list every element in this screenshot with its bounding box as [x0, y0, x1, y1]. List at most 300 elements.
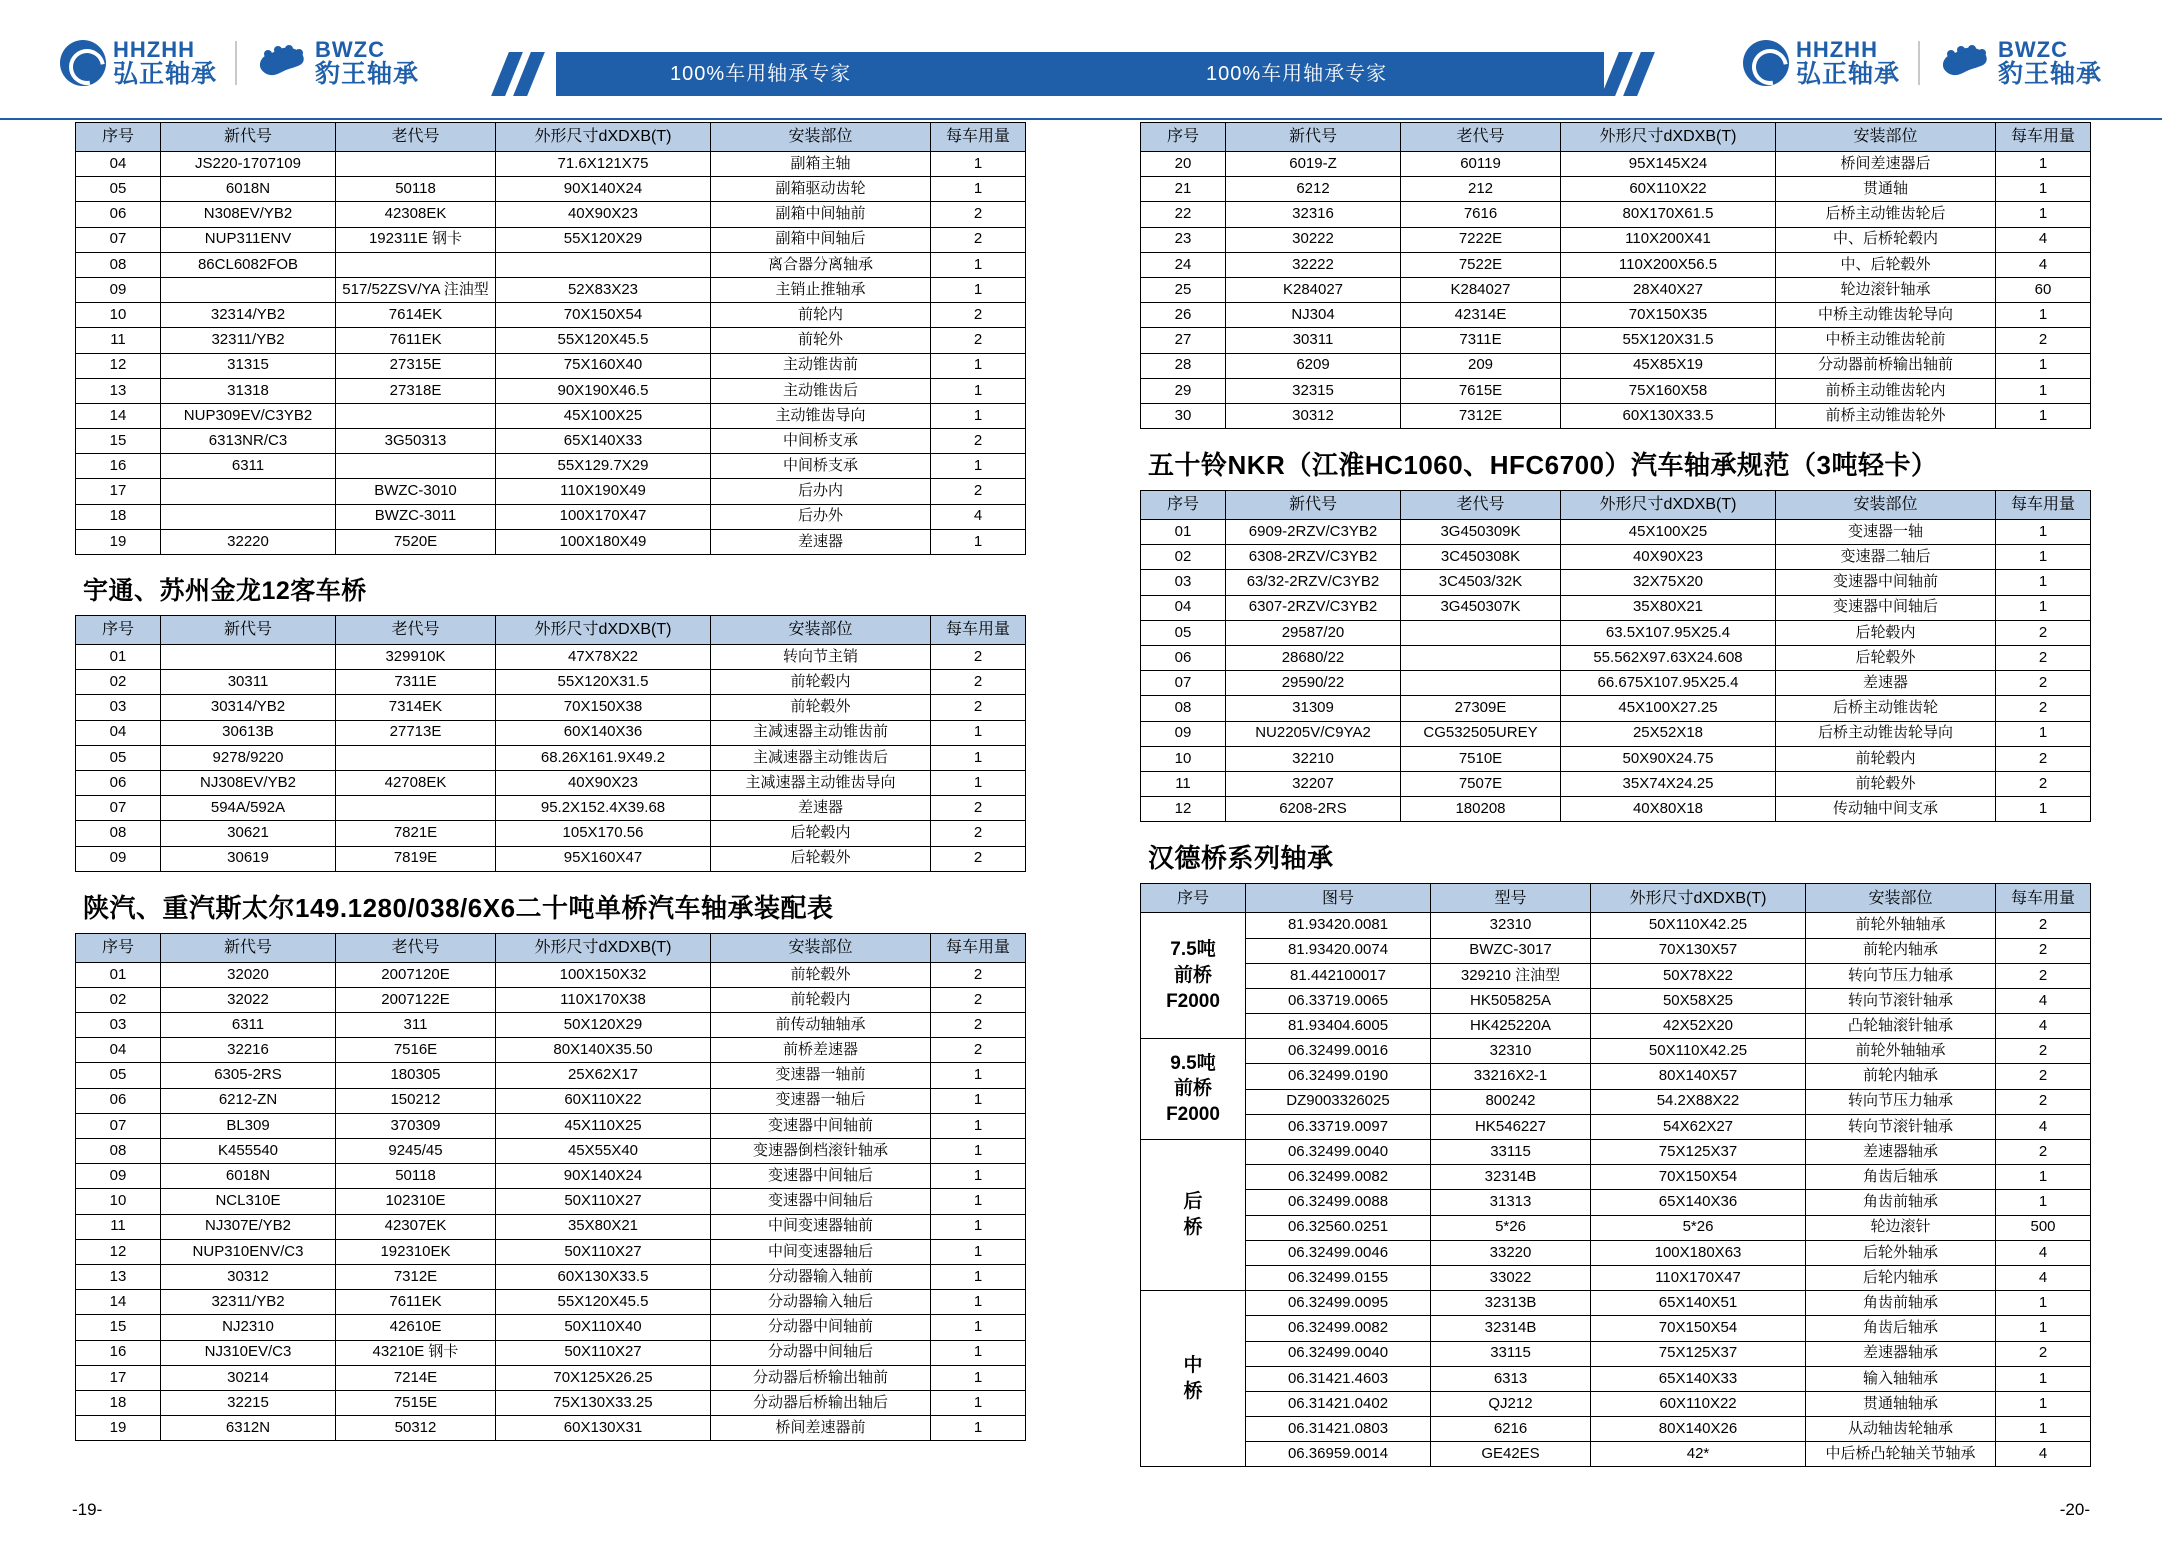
logo-text-right [1796, 38, 1900, 87]
logo-en-right: HHZHH [1795, 37, 1878, 62]
cell-1: 6209 [1226, 353, 1401, 378]
cell-5: 1 [931, 1214, 1026, 1239]
table-row [1141, 797, 2091, 822]
cell-1: 32311/YB2 [161, 328, 336, 353]
cell-2: 3C450308K [1401, 545, 1561, 570]
logo-en-left: HHZHH [113, 37, 195, 62]
cell-3: 50X58X25 [1591, 988, 1806, 1013]
cell-2: 2007120E [336, 962, 496, 987]
cell-5: 2 [1996, 746, 2091, 771]
cell-3: 70X150X54 [496, 303, 711, 328]
cell-2 [1401, 671, 1561, 696]
cell-2: HK425220A [1431, 1014, 1591, 1039]
table-row [1141, 1165, 2091, 1190]
cell-2: 329210 注油型 [1431, 963, 1591, 988]
cell-2: 370309 [336, 1113, 496, 1138]
table-row [1141, 202, 2091, 227]
cell-5: 1 [931, 1088, 1026, 1113]
cell-3: 60X110X22 [1561, 177, 1776, 202]
logo-cn-left: 弘正轴承 [113, 60, 218, 89]
cell-1: NJ304 [1226, 303, 1401, 328]
table-hande [1140, 883, 2091, 1467]
cell-1: NJ2310 [161, 1315, 336, 1340]
cell-2: 7314EK [336, 695, 496, 720]
cell-5: 4 [1996, 1265, 2091, 1290]
cell-1: 6208-2RS [1226, 797, 1401, 822]
logo-bwzc-right [1938, 38, 2102, 87]
cell-1: 6018N [161, 177, 336, 202]
cell-5: 2 [1996, 938, 2091, 963]
cell-3: 54X62X27 [1591, 1114, 1806, 1139]
cell-1: K455540 [161, 1139, 336, 1164]
cell-1: NJ307E/YB2 [161, 1214, 336, 1239]
table-row [1141, 277, 2091, 302]
cell-4: 前轮内轴承 [1806, 938, 1996, 963]
cell-2: QJ212 [1431, 1391, 1591, 1416]
cell-3: 60X130X33.5 [1561, 403, 1776, 428]
cell-5: 1 [931, 378, 1026, 403]
col-header-4: 安装部位 [1776, 123, 1996, 152]
col-header-3: 外形尺寸dXDXB(T) [496, 616, 711, 645]
cell-0: 12 [1141, 797, 1226, 822]
cell-1: 594A/592A [161, 796, 336, 821]
cell-4: 输入轴轴承 [1806, 1366, 1996, 1391]
cell-2: 7522E [1401, 252, 1561, 277]
cell-5: 1 [931, 454, 1026, 479]
cell-0: 12 [76, 1239, 161, 1264]
cell-2: 7222E [1401, 227, 1561, 252]
table-body [76, 645, 1026, 872]
cell-4: 后轮毂内 [711, 821, 931, 846]
cell-3: 32X75X20 [1561, 570, 1776, 595]
col-header-4: 安装部位 [711, 616, 931, 645]
cell-5: 1 [931, 1164, 1026, 1189]
cell-1: BL309 [161, 1113, 336, 1138]
cell-0: 17 [76, 479, 161, 504]
cell-2: 7616 [1401, 202, 1561, 227]
cell-2: 192310EK [336, 1239, 496, 1264]
table-row [76, 529, 1026, 554]
table-row [76, 962, 1026, 987]
logo-group-right [1743, 38, 2102, 87]
cell-4: 差速器轴承 [1806, 1140, 1996, 1165]
cell-2 [1401, 646, 1561, 671]
cell-3: 40X90X23 [496, 202, 711, 227]
cell-0: 10 [1141, 746, 1226, 771]
table-row [76, 1013, 1026, 1038]
cell-2: 31313 [1431, 1190, 1591, 1215]
cell-5: 2 [1996, 913, 2091, 938]
cell-3: 50X110X27 [496, 1239, 711, 1264]
table-row [1141, 1391, 2091, 1416]
cell-2: 5*26 [1431, 1215, 1591, 1240]
cell-2: 33216X2-1 [1431, 1064, 1591, 1089]
cell-3: 80X140X35.50 [496, 1038, 711, 1063]
table-row [1141, 1442, 2091, 1467]
table-row [76, 1365, 1026, 1390]
cell-1: 32210 [1226, 746, 1401, 771]
cell-2: 180208 [1401, 797, 1561, 822]
cell-5: 1 [931, 1264, 1026, 1289]
cell-3: 35X80X21 [1561, 595, 1776, 620]
cell-1: NJ308EV/YB2 [161, 770, 336, 795]
col-header-5: 每车用量 [931, 933, 1026, 962]
cell-4: 后桥主动锥齿轮导向 [1776, 721, 1996, 746]
cell-3: 40X80X18 [1561, 797, 1776, 822]
cell-2: GE42ES [1431, 1442, 1591, 1467]
cell-2: 33115 [1431, 1341, 1591, 1366]
cell-4: 后轮外轴承 [1806, 1240, 1996, 1265]
cell-0: 16 [76, 454, 161, 479]
cell-3: 75X160X58 [1561, 378, 1776, 403]
cell-1: 30214 [161, 1365, 336, 1390]
cell-5: 2 [931, 695, 1026, 720]
table-row [76, 1038, 1026, 1063]
cell-4: 中、后轮毂外 [1776, 252, 1996, 277]
col-header-2: 老代号 [336, 933, 496, 962]
cell-1: 86CL6082FOB [161, 252, 336, 277]
table-row [76, 1164, 1026, 1189]
cell-2: 33022 [1431, 1265, 1591, 1290]
cell-1: 06.32499.0088 [1246, 1190, 1431, 1215]
cell-2: BWZC-3017 [1431, 938, 1591, 963]
cell-1: 81.93420.0081 [1246, 913, 1431, 938]
cell-5: 1 [1996, 570, 2091, 595]
cell-3: 75X130X33.25 [496, 1390, 711, 1415]
cell-4: 轮边滚针轴承 [1776, 277, 1996, 302]
cell-0: 26 [1141, 303, 1226, 328]
cell-3: 70X150X35 [1561, 303, 1776, 328]
cell-2: 6216 [1431, 1417, 1591, 1442]
table-row [76, 429, 1026, 454]
cell-2: 6313 [1431, 1366, 1591, 1391]
cell-1: 06.32499.0155 [1246, 1265, 1431, 1290]
cell-1: 81.93404.6005 [1246, 1014, 1431, 1039]
cell-1: 32315 [1226, 378, 1401, 403]
cell-4: 角齿前轴承 [1806, 1291, 1996, 1316]
cell-1: 32220 [161, 529, 336, 554]
cell-1: 32020 [161, 962, 336, 987]
cell-1: 31309 [1226, 696, 1401, 721]
col-header-1: 图号 [1246, 884, 1431, 913]
cell-0: 18 [76, 1390, 161, 1415]
cell-3: 40X90X23 [496, 770, 711, 795]
cell-5: 1 [1996, 1165, 2091, 1190]
table-row [76, 277, 1026, 302]
cell-2: 3G450307K [1401, 595, 1561, 620]
col-header-4: 安装部位 [1806, 884, 1996, 913]
cell-4: 前桥主动锥齿轮内 [1776, 378, 1996, 403]
cell-5: 4 [1996, 1114, 2091, 1139]
table-row [1141, 570, 2091, 595]
cell-0: 06 [76, 1088, 161, 1113]
cell-3: 80X140X26 [1591, 1417, 1806, 1442]
table-row [76, 770, 1026, 795]
cell-1: DZ9003326025 [1246, 1089, 1431, 1114]
cell-1 [161, 504, 336, 529]
table-row [76, 403, 1026, 428]
cell-3: 90X140X24 [496, 1164, 711, 1189]
group-label: 后 桥 [1141, 1140, 1246, 1291]
cell-5: 1 [1996, 1391, 2091, 1416]
cell-5: 1 [1996, 1366, 2091, 1391]
cell-0: 09 [76, 277, 161, 302]
cell-4: 前轮毂外 [1776, 771, 1996, 796]
cell-1: 32022 [161, 987, 336, 1012]
col-header-5: 每车用量 [1996, 123, 2091, 152]
cell-2: 517/52ZSV/YA 注油型 [336, 277, 496, 302]
cell-5: 2 [931, 645, 1026, 670]
cell-1: 30312 [161, 1264, 336, 1289]
cell-1: 32311/YB2 [161, 1290, 336, 1315]
cell-2: 9245/45 [336, 1139, 496, 1164]
table-row [1141, 378, 2091, 403]
cell-0: 07 [1141, 671, 1226, 696]
cell-1: NUP309EV/C3YB2 [161, 403, 336, 428]
cell-3: 110X190X49 [496, 479, 711, 504]
cell-1: 6308-2RZV/C3YB2 [1226, 545, 1401, 570]
cell-3: 80X170X61.5 [1561, 202, 1776, 227]
table-row [1141, 963, 2091, 988]
col-header-2: 老代号 [336, 616, 496, 645]
cell-3: 110X170X47 [1591, 1265, 1806, 1290]
cell-4: 差速器 [711, 529, 931, 554]
cell-3: 71.6X121X75 [496, 152, 711, 177]
cell-4: 变速器倒档滚针轴承 [711, 1139, 931, 1164]
cell-2: HK546227 [1431, 1114, 1591, 1139]
cell-1: 30314/YB2 [161, 695, 336, 720]
cell-5: 1 [931, 1365, 1026, 1390]
cell-2: 7312E [1401, 403, 1561, 428]
col-header-3: 外形尺寸dXDXB(T) [496, 123, 711, 152]
cell-0: 16 [76, 1340, 161, 1365]
cell-1: 06.32499.0016 [1246, 1039, 1431, 1064]
table-row [1141, 771, 2091, 796]
table-row [76, 1340, 1026, 1365]
cell-5: 1 [1996, 353, 2091, 378]
cell-2 [336, 796, 496, 821]
col-header-5: 每车用量 [1996, 884, 2091, 913]
cell-4: 前轮毂内 [711, 987, 931, 1012]
cell-1: 06.33719.0097 [1246, 1114, 1431, 1139]
cell-0: 11 [76, 1214, 161, 1239]
cell-0: 05 [1141, 620, 1226, 645]
bearing-icon [60, 40, 106, 86]
leopard-icon [1938, 43, 1990, 83]
cell-4: 前轮毂内 [711, 670, 931, 695]
cell-4: 主动锥齿前 [711, 353, 931, 378]
banner-text-right: 100%车用轴承专家 [1206, 63, 1388, 85]
cell-0: 27 [1141, 328, 1226, 353]
cell-5: 1 [931, 252, 1026, 277]
cell-0: 14 [76, 1290, 161, 1315]
cell-0: 25 [1141, 277, 1226, 302]
cell-5: 1 [931, 1113, 1026, 1138]
cell-5: 1 [1996, 403, 2091, 428]
left-column [75, 122, 1025, 1441]
leopard-icon [255, 43, 307, 83]
table-row [1141, 646, 2091, 671]
cell-2: 32310 [1431, 1039, 1591, 1064]
cell-4: 主动锥齿后 [711, 378, 931, 403]
cell-3: 45X100X25 [496, 403, 711, 428]
cell-4: 前桥差速器 [711, 1038, 931, 1063]
cell-3: 110X200X41 [1561, 227, 1776, 252]
cell-0: 06 [1141, 646, 1226, 671]
col-header-0: 序号 [76, 123, 161, 152]
table-body [76, 152, 1026, 555]
cell-4: 差速器轴承 [1806, 1341, 1996, 1366]
group-label: 7.5吨 前桥 F2000 [1141, 913, 1246, 1039]
cell-4: 差速器 [1776, 671, 1996, 696]
cell-2: CG532505UREY [1401, 721, 1561, 746]
cell-2: 32310 [1431, 913, 1591, 938]
cell-4: 后桥主动锥齿轮 [1776, 696, 1996, 721]
cell-5: 2 [1996, 1089, 2091, 1114]
cell-2: 7520E [336, 529, 496, 554]
table-header-row [1141, 491, 2091, 520]
cell-4: 贯通轴轴承 [1806, 1391, 1996, 1416]
table-row [1141, 1291, 2091, 1316]
logo-en-bwzc-left: BWZC [315, 37, 385, 62]
cell-0: 03 [76, 695, 161, 720]
cell-1: 30312 [1226, 403, 1401, 428]
table-row [76, 152, 1026, 177]
cell-0: 12 [76, 353, 161, 378]
cell-3: 60X130X33.5 [496, 1264, 711, 1289]
table-row [76, 303, 1026, 328]
cell-1: 06.32560.0251 [1246, 1215, 1431, 1240]
cell-0: 28 [1141, 353, 1226, 378]
table-row [76, 1214, 1026, 1239]
cell-3: 45X55X40 [496, 1139, 711, 1164]
cell-0: 11 [76, 328, 161, 353]
cell-1: 6019-Z [1226, 152, 1401, 177]
cell-4: 轮边滚针 [1806, 1215, 1996, 1240]
logo-cn-bwzc-right: 豹王轴承 [1997, 60, 2102, 89]
cell-2: 7515E [336, 1390, 496, 1415]
cell-5: 1 [931, 277, 1026, 302]
cell-3: 45X100X27.25 [1561, 696, 1776, 721]
cell-2: HK505825A [1431, 988, 1591, 1013]
cell-4: 主销止推轴承 [711, 277, 931, 302]
cell-0: 22 [1141, 202, 1226, 227]
cell-5: 1 [1996, 177, 2091, 202]
cell-0: 04 [76, 720, 161, 745]
cell-5: 2 [1996, 1039, 2091, 1064]
cell-1: 6212-ZN [161, 1088, 336, 1113]
cell-3: 105X170.56 [496, 821, 711, 846]
cell-5: 2 [1996, 771, 2091, 796]
cell-5: 1 [1996, 1417, 2091, 1442]
logo-text-bwzc-right [1998, 38, 2102, 87]
cell-2: 43210E 钢卡 [336, 1340, 496, 1365]
cell-0: 03 [1141, 570, 1226, 595]
cell-2: 50312 [336, 1416, 496, 1441]
cell-4: 变速器一轴 [1776, 520, 1996, 545]
cell-3: 50X110X42.25 [1591, 913, 1806, 938]
cell-2: 7516E [336, 1038, 496, 1063]
table-yutong [75, 615, 1026, 872]
cell-5: 2 [1996, 696, 2091, 721]
cell-4: 离合器分离轴承 [711, 252, 931, 277]
cell-3: 25X52X18 [1561, 721, 1776, 746]
table-row [1141, 1114, 2091, 1139]
cell-2: 150212 [336, 1088, 496, 1113]
cell-5: 2 [931, 962, 1026, 987]
table-row [1141, 1089, 2091, 1114]
right-column [1140, 122, 2090, 1467]
cell-4: 中间桥支承 [711, 429, 931, 454]
cell-4: 分动器后桥输出轴后 [711, 1390, 931, 1415]
cell-4: 前传动轴轴承 [711, 1013, 931, 1038]
cell-4: 桥间差速器后 [1776, 152, 1996, 177]
table-row [76, 745, 1026, 770]
cell-2: 311 [336, 1013, 496, 1038]
cell-0: 09 [76, 846, 161, 871]
cell-4: 转向节压力轴承 [1806, 1089, 1996, 1114]
table-row [76, 504, 1026, 529]
cell-4: 桥间差速器前 [711, 1416, 931, 1441]
col-header-2: 型号 [1431, 884, 1591, 913]
cell-2: 7614EK [336, 303, 496, 328]
cell-4: 转向节主销 [711, 645, 931, 670]
cell-1 [161, 645, 336, 670]
table-row [76, 670, 1026, 695]
cell-3: 55X129.7X29 [496, 454, 711, 479]
table-row [1141, 1215, 2091, 1240]
cell-4: 角齿前轴承 [1806, 1190, 1996, 1215]
cell-4: 后办外 [711, 504, 931, 529]
cell-3: 55X120X31.5 [496, 670, 711, 695]
cell-1: 81.93420.0074 [1246, 938, 1431, 963]
cell-3: 63.5X107.95X25.4 [1561, 620, 1776, 645]
cell-4: 变速器中间轴前 [711, 1113, 931, 1138]
col-header-5: 每车用量 [931, 616, 1026, 645]
page-number-left: -19- [72, 1500, 103, 1519]
cell-3: 55.562X97.63X24.608 [1561, 646, 1776, 671]
cell-1: 06.32499.0040 [1246, 1140, 1431, 1165]
cell-5: 1 [931, 403, 1026, 428]
banner-text-left: 100%车用轴承专家 [670, 63, 852, 85]
col-header-2: 老代号 [336, 123, 496, 152]
cell-5: 2 [931, 227, 1026, 252]
section-title-isuzu: 五十铃NKR（江淮HC1060、HFC6700）汽车轴承规范（3吨轻卡） [1148, 450, 1938, 481]
table-header-row [76, 933, 1026, 962]
cell-1: NCL310E [161, 1189, 336, 1214]
cell-1: 63/32-2RZV/C3YB2 [1226, 570, 1401, 595]
table-header-row [76, 616, 1026, 645]
table-row [1141, 1140, 2091, 1165]
col-header-0: 序号 [1141, 491, 1226, 520]
cell-0: 08 [1141, 696, 1226, 721]
table-row [1141, 353, 2091, 378]
cell-1: N308EV/YB2 [161, 202, 336, 227]
cell-0: 17 [76, 1365, 161, 1390]
cell-4: 贯通轴 [1776, 177, 1996, 202]
cell-5: 1 [931, 1290, 1026, 1315]
cell-1: 30621 [161, 821, 336, 846]
cell-4: 前轮毂外 [711, 695, 931, 720]
cell-3: 50X110X27 [496, 1340, 711, 1365]
col-header-3: 外形尺寸dXDXB(T) [1561, 491, 1776, 520]
cell-3: 110X170X38 [496, 987, 711, 1012]
table-row [76, 202, 1026, 227]
col-header-5: 每车用量 [931, 123, 1026, 152]
cell-3: 35X80X21 [496, 1214, 711, 1239]
cell-2: 27318E [336, 378, 496, 403]
cell-3: 65X140X36 [1591, 1190, 1806, 1215]
